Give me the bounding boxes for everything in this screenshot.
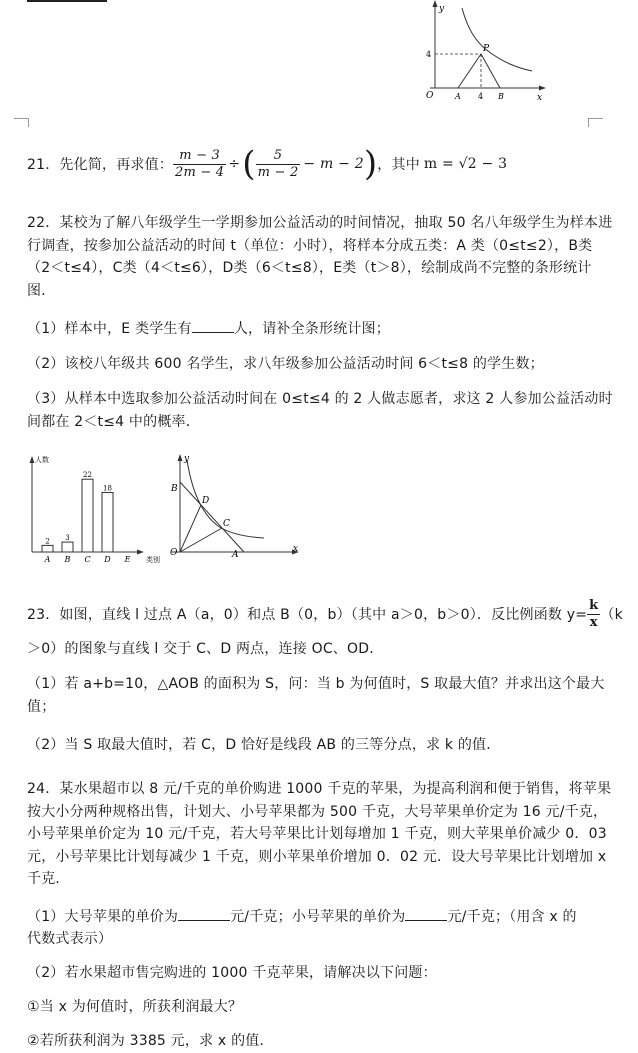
top-rule-fragment <box>27 0 107 2</box>
q24-p1-b: 元/千克；小号苹果的单价为 <box>230 909 406 925</box>
chart-bar <box>102 492 113 552</box>
q21-f1-num: m − 3 <box>173 148 226 165</box>
chart-bar <box>62 542 73 552</box>
q22-p1-before: （1）样本中，E 类学生有 <box>27 321 192 337</box>
q21-prefix: 21．先化简，再求值： <box>27 157 174 173</box>
chart-value-label: 3 <box>65 534 70 543</box>
q24-part-1 <box>27 906 577 926</box>
chart-value-label: 2 <box>45 537 50 546</box>
question-22-stem: 22．某校为了解八年级学生一学期参加公益活动的时间情况，抽取 50 名八年级学生为样本进行调查，按参加公益活动的时间 t（单位：小时），将样本分成五类：A 类（0≤t≤2），B类（2＜t≤4），C类（4＜t≤6），D类（6＜t≤8），E类（t＞8），绘制成尚不完整的条形统计图． <box>27 215 613 299</box>
graph-mid-point-b: B <box>171 484 178 494</box>
chart-category-label: C <box>84 555 91 564</box>
graph-top-tick-4y: 4 <box>426 50 432 59</box>
q21-f2-den: m − 2 <box>257 164 299 180</box>
q21-left-paren: ( <box>242 144 256 184</box>
q21-div-sign: ÷ <box>228 156 241 172</box>
graph-mid-point-a: A <box>232 550 239 560</box>
graph-mid-x-label: x <box>293 544 299 554</box>
graph-top-x-label: x <box>537 93 543 103</box>
graph-top-origin: O <box>426 91 434 101</box>
chart-category-label: B <box>64 555 71 564</box>
chart-x-label: 类别 <box>146 556 160 564</box>
q22-part-3: （3）从样本中选取参加公益活动时间在 0≤t≤4 的 2 人做志愿者，求这 2 人参加公益活动时间都在 2＜t≤4 中的概率． <box>27 391 613 430</box>
graph-mid-point-d: D <box>202 496 210 506</box>
q22-p1-after: 人，请补全条形统计图； <box>233 321 391 337</box>
q24-p1-c: 元/千克；（用含 x 的 <box>447 909 577 925</box>
chart-category-label: D <box>104 555 111 564</box>
q22-part-1 <box>27 318 390 338</box>
chart-category-label: A <box>44 555 51 564</box>
function-graph-top <box>420 0 550 108</box>
q21-fraction-1 <box>173 148 226 181</box>
graph-top-y-label: y <box>439 4 445 14</box>
chart-bar <box>82 479 93 552</box>
chart-value-label: 22 <box>83 471 92 480</box>
q24-part-2-i: ①当 x 为何值时，所获利润最大？ <box>27 999 243 1015</box>
q23-line-2: ＞0）的图象与直线 l 交于 C、D 两点，连接 OC、OD． <box>27 641 384 657</box>
chart-category-label: E <box>124 555 131 564</box>
chart-x-axis-arrow <box>137 550 144 555</box>
graph-top-point-a: A <box>455 92 461 101</box>
question-21 <box>27 144 507 184</box>
chart-y-label: 人数 <box>35 456 49 464</box>
graph-top-tick-4x: 4 <box>478 92 484 101</box>
q21-fraction-2 <box>256 148 301 181</box>
question-24-stem: 24．某水果超市以 8 元/千克的单价购进 1000 千克的苹果，为提高利润和便于销售，将苹果按大小分两种规格出售，计划大、小号苹果都为 500 千克，大号苹果单价定为 16 元/千克，小号苹果单价定为 10 元/千克，若大号苹果比计划每增加 1 千克，则大苹果单价减少 0．03 元，小号苹果比计划每减少 1 千克，则小苹果单价增加 0．02 元．设大号苹果比计划增加 x 千克． <box>27 781 612 887</box>
answer-blank[interactable] <box>178 906 230 921</box>
q21-right-paren: ) <box>363 144 378 184</box>
q21-after: ，其中 <box>377 157 420 173</box>
q24-p1-a: （1）大号苹果的单价为 <box>27 909 179 925</box>
q22-part-2: （2）该校八年级共 600 名学生，求八年级参加公益活动时间 6＜t≤8 的学生数； <box>27 356 544 372</box>
q23-frac-den: x <box>589 614 598 630</box>
graph-mid-y-label: y <box>184 454 190 464</box>
q23-part-1: （1）若 a+b=10，△AOB 的面积为 S，问：当 b 为何值时，S 取最大值？并求出这个最大值； <box>27 676 605 715</box>
answer-blank[interactable] <box>405 906 447 921</box>
corner-mark-right <box>588 118 603 127</box>
q23-text-b: （k <box>600 607 623 623</box>
chart-bar <box>42 545 53 552</box>
answer-blank[interactable] <box>192 318 234 333</box>
graph-mid-point-c: C <box>223 519 230 529</box>
q21-condition: m = √2 − 3 <box>423 156 508 172</box>
corner-mark-left <box>14 118 29 127</box>
question-23-line-1 <box>27 598 623 630</box>
q21-f2-num: 5 <box>256 148 301 165</box>
q24-part-2: （2）若水果超市售完购进的 1000 千克苹果，请解决以下问题： <box>27 965 437 981</box>
q24-part-2-ii: ②若所获利润为 3385 元，求 x 的值． <box>27 1033 274 1049</box>
graph-mid-origin: O <box>170 548 178 558</box>
chart-y-axis-arrow <box>30 456 35 463</box>
graph-top-point-b: B <box>498 92 504 101</box>
q21-f1-den: 2m − 4 <box>175 164 225 180</box>
q23-fraction <box>587 598 600 631</box>
q24-part-1-note: 代数式表示） <box>27 931 113 947</box>
q23-part-2: （2）当 S 取最大值时，若 C，D 恰好是线段 AB 的三等分点，求 k 的值． <box>27 737 501 753</box>
chart-value-label: 18 <box>103 484 112 493</box>
q21-tail: − m − 2 <box>303 156 364 172</box>
graph-top-point-p: P <box>483 44 490 54</box>
function-graph-mid <box>160 452 305 570</box>
q23-frac-num: k <box>589 597 599 613</box>
q23-text-a: 23．如图，直线 l 过点 A（a，0）和点 B（0，b）（其中 a＞0，b＞0）．反比例函数 y= <box>27 607 588 623</box>
bar-chart <box>18 452 168 572</box>
